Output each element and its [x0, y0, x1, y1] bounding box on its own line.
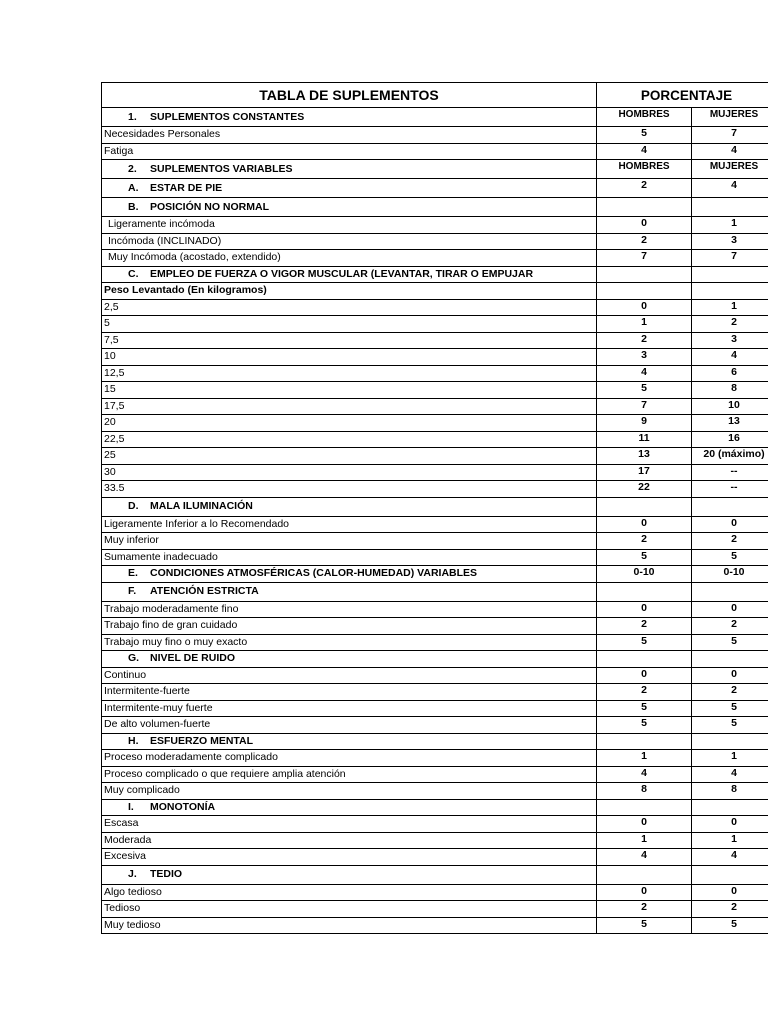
men-value: 0: [597, 516, 692, 533]
row-label: Muy inferior: [102, 533, 597, 550]
row-label: Continuo: [102, 667, 597, 684]
section-row: [102, 179, 768, 198]
row-label: De alto volumen-fuerte: [102, 717, 597, 734]
row-label: Trabajo muy fino o muy exacto: [102, 634, 597, 651]
men-value: 4: [597, 849, 692, 866]
table-row: [102, 884, 768, 901]
section-row: [102, 566, 768, 583]
section-code: D.: [128, 500, 139, 512]
men-value: 5: [597, 549, 692, 566]
men-value: 4: [597, 766, 692, 783]
men-value: 22: [597, 481, 692, 498]
women-value: 3: [692, 332, 768, 349]
row-label: Trabajo fino de gran cuidado: [102, 618, 597, 635]
ruido-group: [102, 667, 768, 733]
supplements-sheet: [101, 82, 768, 934]
men-column-header: HOMBRES: [597, 108, 692, 127]
men-value: 13: [597, 448, 692, 465]
empty-cell: [692, 283, 768, 300]
table-row: [102, 750, 768, 767]
section-d-header: [102, 497, 597, 516]
section-code: J.: [128, 868, 137, 880]
men-value: 2: [597, 179, 692, 198]
section-row: [102, 865, 768, 884]
men-value: 0: [597, 667, 692, 684]
section-code: E.: [128, 567, 138, 580]
row-label: Ligeramente Inferior a lo Recomendado: [102, 516, 597, 533]
men-value: 0: [597, 217, 692, 234]
empty-cell: [692, 266, 768, 283]
women-value: 4: [692, 766, 768, 783]
men-value: 7: [597, 398, 692, 415]
women-value: 0: [692, 884, 768, 901]
table-row: [102, 316, 768, 333]
women-value: 5: [692, 700, 768, 717]
table-row: [102, 464, 768, 481]
section-label: MONOTONÍA: [150, 800, 216, 813]
table-row: [102, 816, 768, 833]
row-label: 30: [102, 464, 597, 481]
men-value: 2: [597, 901, 692, 918]
table-row: [102, 448, 768, 465]
men-value: 0: [597, 299, 692, 316]
women-value: 8: [692, 783, 768, 800]
women-value: --: [692, 464, 768, 481]
women-value: 0: [692, 816, 768, 833]
posicion-group: [102, 217, 768, 267]
women-value: 1: [692, 299, 768, 316]
row-label: 7,5: [102, 332, 597, 349]
section-label: MALA ILUMINACIÓN: [150, 500, 253, 512]
women-value: 0-10: [692, 566, 768, 583]
women-value: 10: [692, 398, 768, 415]
table-row: [102, 217, 768, 234]
section-label: POSICIÓN NO NORMAL: [150, 200, 270, 213]
empty-cell: [597, 733, 692, 750]
empty-cell: [597, 651, 692, 668]
men-value: 1: [597, 316, 692, 333]
row-label: 17,5: [102, 398, 597, 415]
section-label: SUPLEMENTOS CONSTANTES: [150, 110, 305, 123]
section-label: ESFUERZO MENTAL: [150, 734, 254, 747]
row-label: Moderada: [102, 832, 597, 849]
section-label: EMPLEO DE FUERZA O VIGOR MUSCULAR (LEVANTAR, TIRAR O EMPUJAR: [150, 267, 534, 280]
table-row: [102, 901, 768, 918]
section-row: [102, 799, 768, 816]
men-value: 9: [597, 415, 692, 432]
men-value: 1: [597, 832, 692, 849]
peso-header: Peso Levantado (En kilogramos): [102, 283, 597, 300]
table-row: [102, 332, 768, 349]
section-b-header: [102, 198, 597, 217]
table-row: [102, 516, 768, 533]
men-value: 0: [597, 884, 692, 901]
men-value: 5: [597, 382, 692, 399]
section-e-header: [102, 566, 597, 583]
women-value: 6: [692, 365, 768, 382]
empty-cell: [597, 799, 692, 816]
section-label: NIVEL DE RUIDO: [150, 652, 235, 665]
table-row: [102, 667, 768, 684]
men-value: 5: [597, 717, 692, 734]
women-value: 1: [692, 832, 768, 849]
men-value: 5: [597, 634, 692, 651]
section-code: 2.: [128, 162, 137, 175]
men-value: 17: [597, 464, 692, 481]
women-value: 0: [692, 667, 768, 684]
row-label: Intermitente-fuerte: [102, 684, 597, 701]
table-row: [102, 684, 768, 701]
table-row: [102, 783, 768, 800]
row-label: 33.5: [102, 481, 597, 498]
table-row: [102, 618, 768, 635]
section-label: SUPLEMENTOS VARIABLES: [150, 162, 293, 175]
women-value: 7: [692, 250, 768, 267]
empty-cell: [692, 733, 768, 750]
row-label: 2,5: [102, 299, 597, 316]
section-code: F.: [128, 585, 137, 597]
mental-group: [102, 750, 768, 800]
table-row: [102, 601, 768, 618]
table-row: [102, 700, 768, 717]
row-label: Muy complicado: [102, 783, 597, 800]
section-code: I.: [128, 800, 134, 813]
title-row: [102, 83, 768, 108]
women-value: 2: [692, 901, 768, 918]
table-row: [102, 549, 768, 566]
women-value: 4: [692, 349, 768, 366]
men-value: 7: [597, 250, 692, 267]
women-value: 1: [692, 750, 768, 767]
men-value: 5: [597, 700, 692, 717]
section-code: C.: [128, 267, 139, 280]
table-row: [102, 832, 768, 849]
section-label: ATENCIÓN ESTRICTA: [150, 585, 259, 597]
row-label: Intermitente-muy fuerte: [102, 700, 597, 717]
row-label: 15: [102, 382, 597, 399]
section-code: H.: [128, 734, 139, 747]
empty-cell: [692, 497, 768, 516]
men-value: 0-10: [597, 566, 692, 583]
empty-cell: [597, 198, 692, 217]
empty-cell: [597, 865, 692, 884]
men-value: 3: [597, 349, 692, 366]
empty-cell: [597, 582, 692, 601]
men-value: 8: [597, 783, 692, 800]
women-value: 5: [692, 634, 768, 651]
women-column-header: MUJERES: [692, 108, 768, 127]
row-label: Sumamente inadecuado: [102, 549, 597, 566]
men-value: 4: [597, 143, 692, 160]
women-value: 4: [692, 849, 768, 866]
section-row: [102, 651, 768, 668]
table-row: [102, 717, 768, 734]
men-value: 2: [597, 233, 692, 250]
men-value: 2: [597, 533, 692, 550]
row-label: 12,5: [102, 365, 597, 382]
percent-header: PORCENTAJE: [597, 83, 768, 108]
row-label: Ligeramente incómoda: [102, 217, 597, 234]
row-label: 10: [102, 349, 597, 366]
section-i-header: [102, 799, 597, 816]
women-value: 16: [692, 431, 768, 448]
women-value: 2: [692, 533, 768, 550]
section-row: [102, 497, 768, 516]
empty-cell: [692, 799, 768, 816]
women-value: 5: [692, 917, 768, 934]
empty-cell: [692, 865, 768, 884]
men-value: 11: [597, 431, 692, 448]
peso-group: [102, 299, 768, 497]
women-value: 2: [692, 684, 768, 701]
section-label: CONDICIONES ATMOSFÉRICAS (CALOR-HUMEDAD) VARIABLES: [150, 567, 478, 580]
men-value: 2: [597, 618, 692, 635]
women-column-header: MUJERES: [692, 160, 768, 179]
table-row: [102, 349, 768, 366]
women-value: 3: [692, 233, 768, 250]
section-code: 1.: [128, 110, 137, 123]
table-row: [102, 431, 768, 448]
empty-cell: [597, 283, 692, 300]
women-value: 0: [692, 601, 768, 618]
women-value: 8: [692, 382, 768, 399]
row-label: Proceso moderadamente complicado: [102, 750, 597, 767]
row-label: Proceso complicado o que requiere amplia atención: [102, 766, 597, 783]
section-a-header: [102, 179, 597, 198]
section-header-row: [102, 108, 768, 127]
women-value: 20 (máximo): [692, 448, 768, 465]
women-value: 5: [692, 549, 768, 566]
table-row: [102, 398, 768, 415]
table-row: [102, 634, 768, 651]
section-row: [102, 733, 768, 750]
table-row: [102, 365, 768, 382]
table-row: [102, 415, 768, 432]
row-label: Algo tedioso: [102, 884, 597, 901]
table-row: [102, 250, 768, 267]
men-column-header: HOMBRES: [597, 160, 692, 179]
section-label: ESTAR DE PIE: [150, 181, 223, 194]
table-row: [102, 143, 768, 160]
table-row: [102, 481, 768, 498]
women-value: 2: [692, 316, 768, 333]
subheader-row: [102, 283, 768, 300]
empty-cell: [692, 651, 768, 668]
atencion-group: [102, 601, 768, 651]
table-title: TABLA DE SUPLEMENTOS: [102, 83, 597, 108]
row-label: Necesidades Personales: [102, 127, 597, 144]
men-value: 5: [597, 127, 692, 144]
women-value: 2: [692, 618, 768, 635]
row-label: Incómoda (INCLINADO): [102, 233, 597, 250]
women-value: 4: [692, 143, 768, 160]
row-label: Escasa: [102, 816, 597, 833]
constantes-group: [102, 127, 768, 160]
men-value: 0: [597, 816, 692, 833]
table-row: [102, 299, 768, 316]
monotonia-group: [102, 816, 768, 866]
tedio-group: [102, 884, 768, 934]
women-value: 4: [692, 179, 768, 198]
section-row: [102, 582, 768, 601]
table-row: [102, 917, 768, 934]
men-value: 5: [597, 917, 692, 934]
section-code: A.: [128, 181, 139, 194]
row-label: 20: [102, 415, 597, 432]
row-label: Fatiga: [102, 143, 597, 160]
section-2-header: [102, 160, 597, 179]
iluminacion-group: [102, 516, 768, 566]
women-value: 1: [692, 217, 768, 234]
women-value: 7: [692, 127, 768, 144]
row-label: 5: [102, 316, 597, 333]
women-value: 0: [692, 516, 768, 533]
row-label: Muy tedioso: [102, 917, 597, 934]
women-value: 5: [692, 717, 768, 734]
section-j-header: [102, 865, 597, 884]
row-label: Excesiva: [102, 849, 597, 866]
men-value: 0: [597, 601, 692, 618]
section-code: G.: [128, 652, 140, 665]
supplements-table: [101, 82, 768, 934]
table-row: [102, 127, 768, 144]
section-row: [102, 198, 768, 217]
row-label: Tedioso: [102, 901, 597, 918]
men-value: 2: [597, 684, 692, 701]
table-row: [102, 849, 768, 866]
table-row: [102, 233, 768, 250]
women-value: --: [692, 481, 768, 498]
section-h-header: [102, 733, 597, 750]
table-row: [102, 533, 768, 550]
section-c-header: [102, 266, 597, 283]
section-row: [102, 266, 768, 283]
empty-cell: [597, 497, 692, 516]
row-label: Muy Incómoda (acostado, extendido): [102, 250, 597, 267]
row-label: 25: [102, 448, 597, 465]
section-1-header: [102, 108, 597, 127]
section-header-row: [102, 160, 768, 179]
men-value: 4: [597, 365, 692, 382]
empty-cell: [692, 582, 768, 601]
row-label: Trabajo moderadamente fino: [102, 601, 597, 618]
empty-cell: [692, 198, 768, 217]
section-g-header: [102, 651, 597, 668]
women-value: 13: [692, 415, 768, 432]
section-code: B.: [128, 200, 139, 213]
empty-cell: [597, 266, 692, 283]
table-row: [102, 382, 768, 399]
men-value: 2: [597, 332, 692, 349]
row-label: 22,5: [102, 431, 597, 448]
table-row: [102, 766, 768, 783]
section-f-header: [102, 582, 597, 601]
section-label: TEDIO: [150, 868, 183, 880]
men-value: 1: [597, 750, 692, 767]
